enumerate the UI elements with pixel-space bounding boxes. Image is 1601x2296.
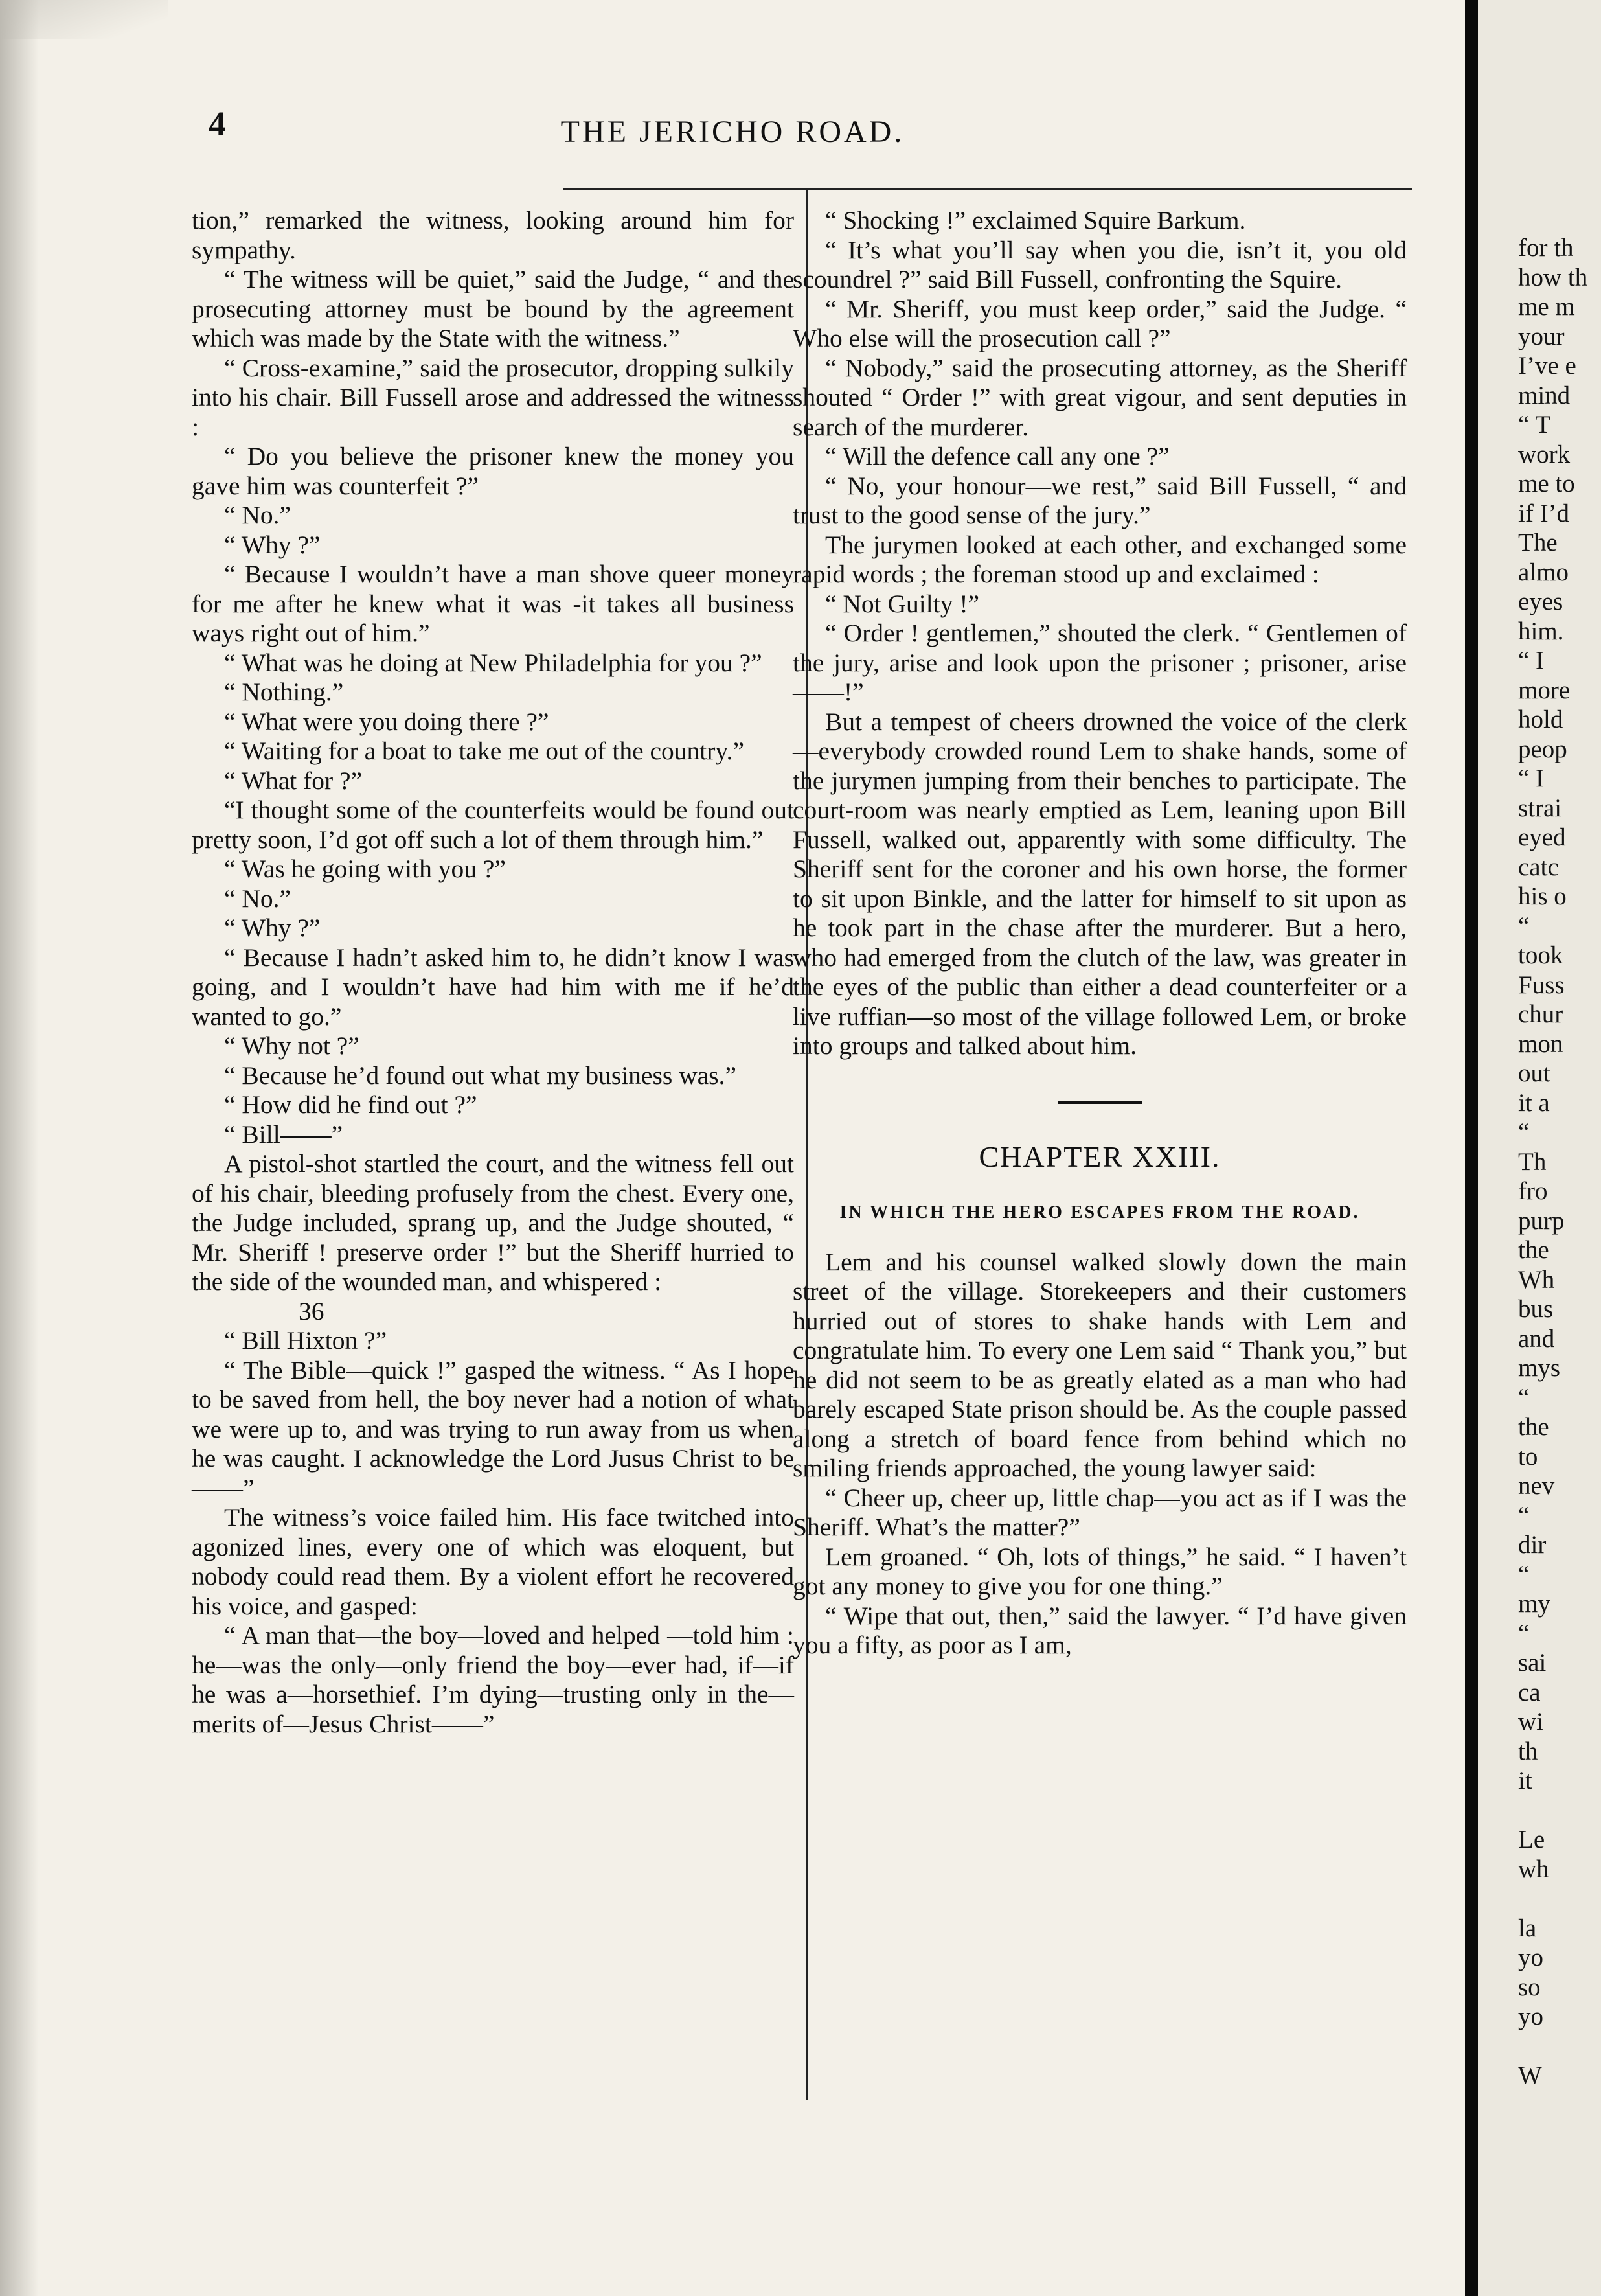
facing-page-line: yo <box>1518 2003 1543 2030</box>
facing-page-line: out <box>1518 1059 1550 1087</box>
facing-page-line: wi <box>1518 1708 1543 1736</box>
facing-page-line: so <box>1518 1973 1541 2001</box>
paragraph: A pistol-shot startled the court, and the witness fell out of his chair, bleeding profusely from the chest. Every one, the Judge included, sprang up, and the Judge shouted, “ Mr. Sheriff ! preserve order !” but the Sheriff hurried to the side of the wounded man, and whispered : <box>192 1149 794 1296</box>
header-rule <box>563 188 1412 190</box>
facing-page-line: The <box>1518 529 1558 557</box>
paragraph: “ No, your honour—we rest,” said Bill Fussell, “ and trust to the good sense of the jury.” <box>793 471 1407 529</box>
facing-page-line: I’ve e <box>1518 352 1576 380</box>
paragraph: “ What was he doing at New Philadelphia for you ?” <box>224 648 762 677</box>
facing-page-line: took <box>1518 941 1563 969</box>
paragraph: “ Wipe that out, then,” said the lawyer. “ I’d have given you a fifty, as poor as I am, <box>793 1601 1407 1659</box>
paragraph: tion,” remarked the witness, looking around him for sympathy. <box>192 206 794 264</box>
facing-page-line: W <box>1518 2061 1542 2089</box>
paragraph: Lem groaned. “ Oh, lots of things,” he said. “ I haven’t got any money to give you for one thing.” <box>793 1542 1407 1600</box>
facing-page-line: for th <box>1518 234 1574 262</box>
facing-page-line: the <box>1518 1413 1549 1441</box>
facing-page-line: yo <box>1518 1944 1543 1971</box>
paragraph: “ Why ?” <box>224 913 321 942</box>
left-column <box>192 206 794 1739</box>
paragraph: “ Because I wouldn’t have a man shove queer money for me after he knew what it was -it takes all business ways right out of him.” <box>192 560 794 647</box>
facing-page-line: my <box>1518 1590 1550 1618</box>
facing-page-line: peop <box>1518 735 1567 763</box>
facing-page-line: it a <box>1518 1088 1550 1117</box>
paragraph: “ Because I hadn’t asked him to, he didn’t know I was going, and I wouldn’t have had him with me if he’d wanted to go.” <box>192 943 794 1031</box>
facing-page-line: work <box>1518 440 1571 468</box>
facing-page-line: Le <box>1518 1826 1545 1854</box>
facing-page-line: me to <box>1518 470 1575 498</box>
facing-page-line: him. <box>1518 617 1564 645</box>
facing-page-line: Fuss <box>1518 970 1565 999</box>
section-separator <box>1058 1101 1142 1104</box>
paragraph: “ The witness will be quiet,” said the Judge, “ and the prosecuting attorney must be bound by the agreement which was made by the State with the witness.” <box>192 265 794 352</box>
facing-page-line: ca <box>1518 1678 1541 1706</box>
paragraph: “ Will the defence call any one ?” <box>825 442 1170 470</box>
paragraph: “ Why ?” <box>224 530 321 559</box>
facing-page-line: and <box>1518 1324 1555 1353</box>
facing-page-line: mind <box>1518 381 1571 409</box>
paragraph: “ What were you doing there ?” <box>224 707 549 736</box>
paragraph: “ A man that—the boy—loved and helped —told him : he—was the only—only friend the boy—ever had, if—if he was a—horsethief. I’m dying—trusting only in the—merits of—Jesus Christ——” <box>192 1621 794 1738</box>
facing-page-line: eyes <box>1518 588 1563 615</box>
facing-page-line: strai <box>1518 794 1562 822</box>
facing-page-line: how th <box>1518 263 1588 292</box>
paragraph: “ Nobody,” said the prosecuting attorney, as the Sheriff shouted “ Order !” with great vigour, and sent deputies in search of the murderer. <box>793 353 1407 441</box>
facing-page-line: me m <box>1518 293 1575 321</box>
facing-page-line: your <box>1518 322 1565 350</box>
paragraph: “ The Bible—quick !” gasped the witness. “ As I hope to be saved from hell, the boy never had a notion of what we were up to, and was trying to run away from us when he was caught. I acknowledge the Lord Jusus Christ to be——” <box>192 1355 794 1502</box>
facing-page-line: “ <box>1518 912 1530 940</box>
facing-page-line: mys <box>1518 1354 1561 1382</box>
facing-page-text <box>1518 233 1601 2091</box>
facing-page-line: “ <box>1518 1501 1530 1530</box>
paragraph: “ Bill——” <box>224 1119 343 1149</box>
paragraph: The jurymen looked at each other, and exchanged some rapid words ; the foreman stood up and exclaimed : <box>793 530 1407 588</box>
facing-page-line: catc <box>1518 853 1559 881</box>
paragraph: “ Because he’d found out what my business was.” <box>224 1061 736 1090</box>
paragraph: The witness’s voice failed him. His face twitched into agonized lines, every one of which was eloquent, but nobody could read them. By a violent effort he recovered his voice, and gasped: <box>192 1503 794 1620</box>
facing-page-line: la <box>1518 1914 1537 1942</box>
facing-page-line: more <box>1518 676 1571 704</box>
right-column-before-chapter <box>793 206 1407 1061</box>
paragraph: “ It’s what you’ll say when you die, isn’t it, you old scoundrel ?” said Bill Fussell, confronting the Squire. <box>793 235 1407 293</box>
facing-page-line: the <box>1518 1236 1549 1264</box>
facing-page-line: “ <box>1518 1619 1530 1647</box>
paragraph: “ Not Guilty !” <box>825 589 980 618</box>
paragraph: “ Bill Hixton ?” <box>224 1326 387 1355</box>
facing-page-line: sai <box>1518 1649 1547 1677</box>
paragraph: “ Do you believe the prisoner knew the money you gave him was counterfeit ?” <box>192 442 794 500</box>
facing-page-line: “ <box>1518 1383 1530 1412</box>
paragraph: “ Shocking !” exclaimed Squire Barkum. <box>825 206 1246 235</box>
page-marker: 36 <box>299 1296 324 1326</box>
paragraph: “ Why not ?” <box>224 1031 359 1060</box>
paragraph: “ Cheer up, cheer up, little chap—you act as if I was the Sheriff. What’s the matter?” <box>793 1483 1407 1541</box>
paragraph: “ How did he find out ?” <box>224 1090 477 1119</box>
paragraph: But a tempest of cheers drowned the voice of the clerk—everybody crowded round Lem to shake hands, some of the jurymen jumping from their benches to participate. The court-room was nearly emptied as Lem, leaning upon Bill Fussell, walked out, apparently with some difficulty. The Sheriff sent for the coroner and his own horse, the former to sit upon Binkle, and the latter for himself to sit upon as he took part in the chase after the murderer. But a hero, who had emerged from the clutch of the law, was greater in the eyes of the public than either a dead counterfeiter or a live ruffian—so most of the village followed Lem, or broke into groups and talked about him. <box>793 707 1407 1060</box>
facing-page-line: nev <box>1518 1472 1555 1500</box>
paragraph: “ Was he going with you ?” <box>224 855 506 883</box>
binding-gutter <box>1465 0 1478 2296</box>
facing-page-line: eyed <box>1518 823 1566 851</box>
facing-page-line: “ T <box>1518 411 1551 439</box>
facing-page-line: it <box>1518 1767 1532 1795</box>
right-column-after-chapter <box>793 1248 1407 1660</box>
facing-page-line: “ <box>1518 1118 1530 1146</box>
facing-page-line <box>1518 2032 1601 2061</box>
facing-page-line: if I’d <box>1518 499 1570 527</box>
paragraph: “ Nothing.” <box>224 678 344 706</box>
facing-page-line <box>1518 1796 1601 1826</box>
facing-page <box>1478 0 1601 2296</box>
paragraph: Lem and his counsel walked slowly down the main street of the village. Storekeepers and their customers hurried out of stores to shake hands with Lem and congratulate him. To every one Lem said “ Thank you,” but he did not seem to be as greatly elated as a man who had barely escaped State prison should be. As the couple passed along a stretch of board fence from behind which no smiling friends approached, the young lawyer said: <box>793 1247 1407 1482</box>
chapter-title: CHAPTER XXIII. <box>979 1140 1221 1173</box>
facing-page-line: purp <box>1518 1206 1565 1235</box>
corner-stain <box>0 0 168 39</box>
chapter-subtitle: IN WHICH THE HERO ESCAPES FROM THE ROAD. <box>839 1202 1360 1223</box>
right-column <box>793 206 1407 1660</box>
facing-page-line: “ <box>1518 1560 1530 1589</box>
paragraph: “ Order ! gentlemen,” shouted the clerk. “ Gentlemen of the jury, arise and look upon the prisoner ; prisoner, arise——!” <box>793 619 1407 706</box>
facing-page-line: dir <box>1518 1531 1547 1559</box>
facing-page-line: chur <box>1518 1000 1563 1028</box>
running-head: THE JERICHO ROAD. <box>560 115 905 149</box>
paragraph: “ Cross-examine,” said the prosecutor, dropping sulkily into his chair. Bill Fussell arose and addressed the witness : <box>192 353 794 441</box>
facing-page-line: “ I <box>1518 647 1545 674</box>
facing-page-line: “ I <box>1518 764 1545 792</box>
facing-page-line: bus <box>1518 1295 1554 1323</box>
facing-page-line: th <box>1518 1737 1538 1765</box>
facing-page-line: to <box>1518 1442 1538 1471</box>
paragraph: “ No.” <box>224 501 291 529</box>
paragraph: “ What for ?” <box>224 766 363 795</box>
facing-page-line: hold <box>1518 706 1563 733</box>
paragraph: “I thought some of the counterfeits would be found out pretty soon, I’d got off such a lot of them through him.” <box>192 796 794 854</box>
paragraph: “ Waiting for a boat to take me out of the country.” <box>224 737 745 765</box>
facing-page-line <box>1518 1884 1601 1914</box>
facing-page-line: fro <box>1518 1177 1548 1205</box>
facing-page-line: Wh <box>1518 1265 1555 1294</box>
facing-page-line: mon <box>1518 1029 1563 1058</box>
facing-page-line: almo <box>1518 558 1569 586</box>
paragraph: “ Mr. Sheriff, you must keep order,” said the Judge. “ Who else will the prosecution call ?” <box>793 294 1407 352</box>
paragraph: “ No.” <box>224 884 291 913</box>
facing-page-line: Th <box>1518 1147 1547 1176</box>
facing-page-line: wh <box>1518 1855 1549 1883</box>
page-number: 4 <box>209 104 226 143</box>
facing-page-line: his o <box>1518 882 1567 910</box>
